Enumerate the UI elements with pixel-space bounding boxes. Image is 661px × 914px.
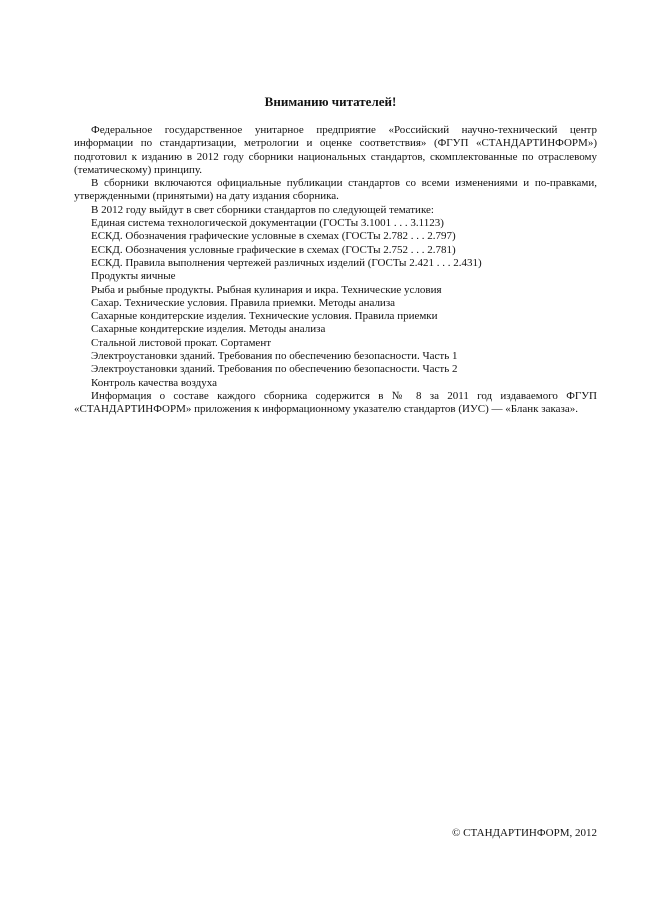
topic-item: Рыба и рыбные продукты. Рыбная кулинария и икра. Технические условия bbox=[91, 283, 442, 296]
topic-item: ЕСКД. Обозначения графические условные в схемах (ГОСТы 2.782 . . . 2.797) bbox=[91, 230, 456, 243]
intro-paragraph: Федеральное государственное унитарное предприятие «Российский научно-технический центр информации по стандартизации, метрологии и оценке соответствия» (ФГУП «СТАНДАРТИНФОРМ») подготовил к изданию в 2012 году сборники национальных стандартов, скомплектованные по отраслевому (тематическому) принципу. bbox=[74, 124, 597, 176]
topics-list bbox=[74, 217, 597, 390]
inclusion-paragraph: В сборники включаются официальные публикации стандартов со всеми изменениями и по-правками, утвержденными (принятыми) на дату издания сборника. bbox=[74, 177, 597, 203]
topic-item: Стальной листовой прокат. Сортамент bbox=[91, 336, 272, 349]
topic-item: Электроустановки зданий. Требования по обеспечению безопасности. Часть 2 bbox=[91, 363, 458, 376]
info-paragraph: Информация о составе каждого сборника содержится в № 8 за 2011 год издаваемого ФГУП «СТАНДАРТИНФОРМ» приложения к информационному указателю стандартов (ИУС) — «Бланк заказа». bbox=[74, 389, 597, 416]
topic-item: Сахарные кондитерские изделия. Технические условия. Правила приемки bbox=[91, 310, 438, 323]
page-title: Вниманию читателей! bbox=[264, 94, 397, 109]
topic-item: ЕСКД. Правила выполнения чертежей различных изделий (ГОСТы 2.421 . . . 2.431) bbox=[91, 256, 482, 269]
copyright-footer: © СТАНДАРТИНФОРМ, 2012 bbox=[452, 827, 597, 839]
topic-item: Электроустановки зданий. Требования по обеспечению безопасности. Часть 1 bbox=[91, 350, 458, 363]
topic-item: Сахар. Технические условия. Правила приемки. Методы анализа bbox=[91, 296, 396, 309]
document-body bbox=[74, 124, 597, 417]
topic-item: Единая система технологической документации (ГОСТы 3.1001 . . . 3.1123) bbox=[91, 217, 444, 230]
topic-item: ЕСКД. Обозначения условные графические в схемах (ГОСТы 2.752 . . . 2.781) bbox=[91, 243, 456, 256]
topic-item: Сахарные кондитерские изделия. Методы анализа bbox=[91, 323, 326, 336]
topics-lead: В 2012 году выйдут в свет сборники стандартов по следующей тематике: bbox=[91, 203, 434, 216]
topic-item: Продукты яичные bbox=[91, 270, 176, 283]
topic-item: Контроль качества воздуха bbox=[91, 376, 218, 389]
